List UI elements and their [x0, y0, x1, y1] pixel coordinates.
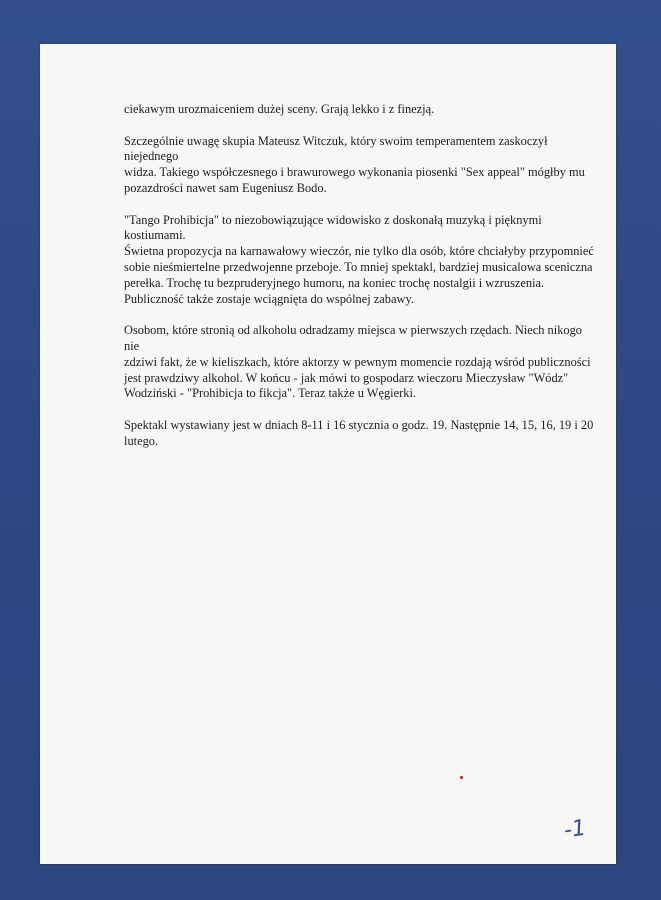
- red-speck: [460, 776, 463, 779]
- paragraph-5: Spektakl wystawiany jest w dniach 8-11 i 16 stycznia o godz. 19. Następnie 14, 15, 16, 19 i 20 lutego.: [124, 417, 594, 448]
- paragraph-3: "Tango Prohibicja" to niezobowiązujące widowisko z doskonałą muzyką i pięknymi kostiumami. Świetna propozycja na karnawałowy wieczór, nie tylko dla osób, które chciałyby przypomnieć sobie nieśmiertelne przedwojenne przeboje. To mniej spektakl, bardziej musicalowa sceniczna perełka. Trochę tu bezpruderyjnego humoru, na koniec trochę nostalgii i wzruszenia. Publiczność także zostaje wciągnięta do wspólnej zabawy.: [124, 212, 594, 306]
- document-page: [40, 44, 616, 864]
- paragraph-1: ciekawym urozmaiceniem dużej sceny. Grają lekko i z finezją.: [124, 102, 435, 116]
- paragraph-4: Osobom, które stronią od alkoholu odradzamy miejsca w pierwszych rzędach. Niech nikogo nie zdziwi fakt, że w kieliszkach, które aktorzy w pewnym momencie rozdają wśród publiczności jest prawdziwy alkohol. W końcu - jak mówi to gospodarz wieczoru Mieczysław "Wódz" Wodziński - "Prohibicja to fikcja". Teraz także u Węgierki.: [124, 323, 591, 401]
- paragraph-2: Szczególnie uwagę skupia Mateusz Witczuk, który swoim temperamentem zaskoczył niejednego widza. Takiego współczesnego i brawurowego wykonania piosenki "Sex appeal" mógłby mu pozazdrości nawet sam Eugeniusz Bodo.: [124, 133, 585, 195]
- article-text: [124, 102, 594, 465]
- handwritten-page-number: -1: [562, 815, 588, 844]
